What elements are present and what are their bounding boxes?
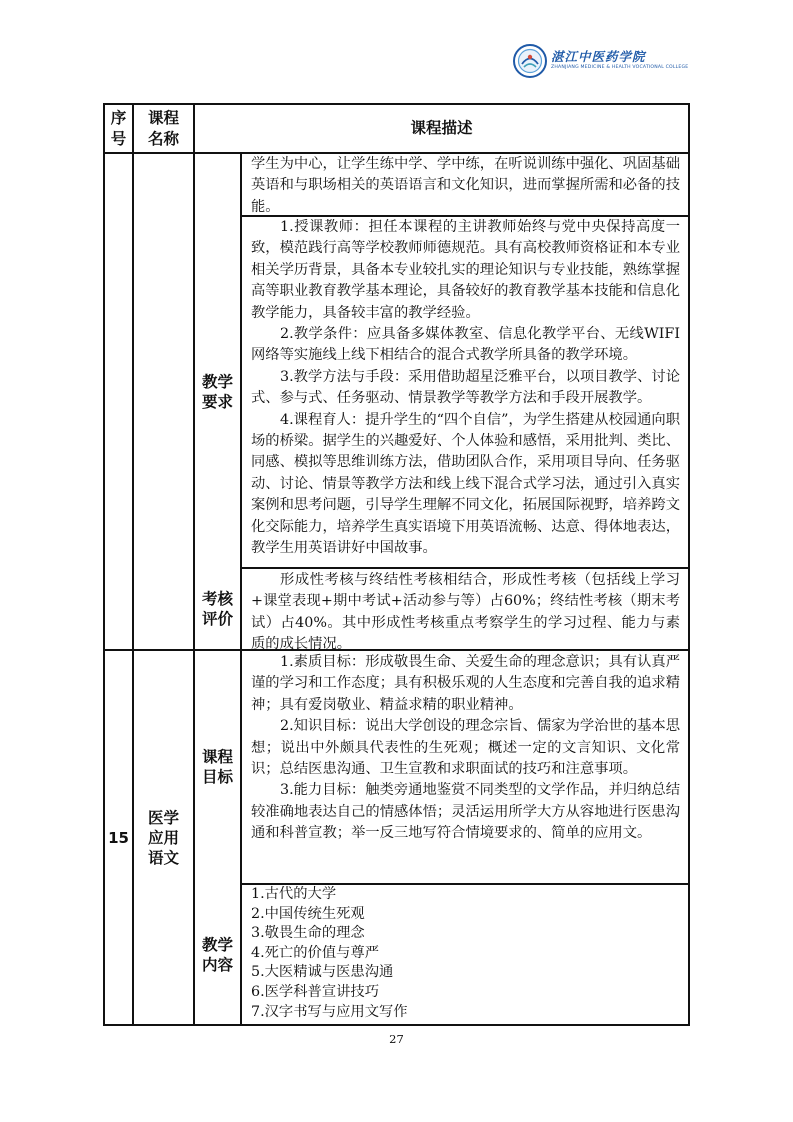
requirement-paragraph: 1.授课教师：担任本课程的主讲教师始终与党中央保持高度一致，模范践行高等学校教师师德规范。具有高校教师资格证和本专业相关学历背景，具备本专业较扎实的理论知识与专业技能，熟练掌握高等职业教育教学基本理论，具备较好的教育教学基本技能和信息化教学能力，具备较丰富的教学经验。 [251, 219, 680, 321]
logo-chinese-name: 湛江中医药学院 [551, 48, 646, 64]
header-serial-number: 序 号 [110, 108, 127, 148]
objective-paragraph: 1.素质目标：形成敬畏生命、关爱生命的理念意识；具有认真严谨的学习和工作态度；具有积极乐观的人生态度和完善自我的追求精神；具有爱岗敬业、精益求精的职业精神。 [251, 654, 680, 713]
logo-english-name: ZHANJIANG MEDICINE & HEALTH VOCATIONAL COLLEGE [551, 65, 689, 71]
course-name: 医学 应用 语文 [147, 808, 179, 867]
content-item: 4.死亡的价值与尊严 [251, 944, 380, 961]
teaching-content-list [242, 885, 688, 1024]
teaching-requirements-label: 教学 要求 [201, 373, 233, 411]
row-number: 15 [108, 828, 129, 847]
content-item: 7.汉字书写与应用文写作 [251, 1003, 408, 1020]
assessment-label: 考核 评价 [201, 590, 233, 628]
objective-paragraph: 2.知识目标：说出大学创设的理念宗旨、儒家为学治世的基本思想；说出中外颇具代表性的生死观；概述一定的文言知识、文化常识；总结医患沟通、卫生宣教和求职面试的技巧和注意事项。 [251, 718, 680, 778]
course-objectives-label: 课程 目标 [201, 748, 233, 786]
college-logo [513, 44, 688, 78]
objective-paragraph: 3.能力目标：触类旁通地鉴赏不同类型的文学作品，并归纳总结较准确地表达自己的情感体悟；灵活运用所学大方从容地进行医患沟通和科普宣教；举一反三地写符合情境要求的、简单的应用文。 [251, 782, 680, 842]
requirement-paragraph: 4.课程育人：提升学生的“四个自信”，为学生搭建从校园通向职场的桥梁。据学生的兴趣爱好、个人体验和感悟，采用批判、类比、同感、模拟等思维训练方法，借助团队合作，采用项目导向、任务驱动、讨论、情景等教学方法和线上线下混合式学习法，通过引入真实案例和思考问题，引导学生理解不同文化，拓展国际视野，培养跨文化交际能力，培养学生真实语境下用英语流畅、达意、得体地表达，教学生用英语讲好中国故事。 [251, 411, 680, 557]
header-course-description: 课程描述 [410, 119, 473, 137]
header-course-name: 课程 名称 [147, 108, 179, 148]
page-number: 27 [389, 1032, 404, 1046]
content-item: 3.敬畏生命的理念 [251, 925, 365, 942]
assessment-text: 形成性考核与终结性考核相结合，形成性考核（包括线上学习+课堂表现+期中考试+活动参与等）占60%；终结性考核（期末考试）占40%。其中形成性考核重点考察学生的学习过程、能力与素质的成长情况。 [251, 572, 680, 653]
content-item: 2.中国传统生死观 [251, 905, 365, 922]
college-emblem-icon [513, 44, 547, 78]
previous-course-continuation: 学生为中心，让学生练中学、学中练，在听说训练中强化、巩固基础英语和与职场相关的英语语言和文化知识，进而掌握所需和必备的技能。 [251, 156, 680, 215]
course-table [103, 103, 690, 1026]
content-item: 1.古代的大学 [251, 886, 337, 902]
requirement-paragraph: 2.教学条件：应具备多媒体教室、信息化教学平台、无线WIFI网络等实施线上线下相结合的混合式教学所具备的教学环境。 [251, 326, 680, 364]
course-objectives-text [242, 651, 688, 883]
teaching-content-label: 教学 内容 [201, 935, 233, 974]
content-item: 6.医学科普宣讲技巧 [251, 983, 380, 1000]
content-item: 5.大医精诚与医患沟通 [251, 964, 394, 981]
teaching-requirements-text [242, 217, 688, 567]
requirement-paragraph: 3.教学方法与手段：采用借助超星泛雅平台，以项目教学、讨论式、参与式、任务驱动、情景教学等教学方法和手段开展教学。 [251, 368, 680, 407]
